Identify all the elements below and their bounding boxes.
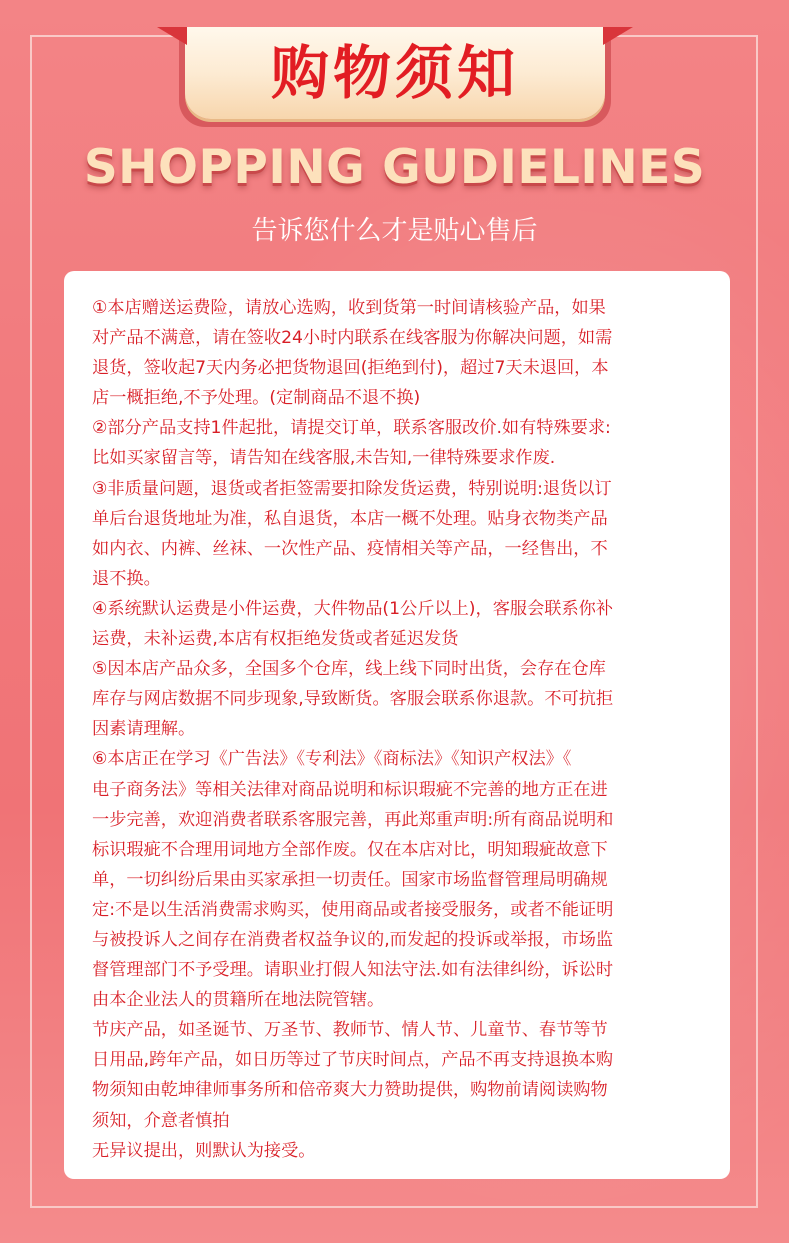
guideline-line: 退不换。 <box>92 568 161 589</box>
ribbon-left-fold <box>157 27 187 45</box>
guideline-line: 如内衣、内裤、丝袜、一次性产品、疫情相关等产品，一经售出，不 <box>92 538 608 559</box>
guideline-line: 标识瑕疵不合理用词地方全部作废。仅在本店对比，明知瑕疵故意下 <box>92 839 608 860</box>
guideline-line: 电子商务法》等相关法律对商品说明和标识瑕疵不完善的地方正在进 <box>92 779 608 800</box>
guideline-line: 须知，介意者慎拍 <box>92 1110 230 1131</box>
english-title: SHOPPING GUDIELINES <box>83 140 706 195</box>
guideline-line: 督管理部门不予受理。请职业打假人知法守法.如有法律纠纷，诉讼时 <box>92 960 614 981</box>
guideline-line: ①本店赠送运费险，请放心选购，收到货第一时间请核验产品，如果 <box>92 298 606 318</box>
guideline-line: 比如买家留言等，请告知在线客服,未告知,一律特殊要求作废. <box>92 448 556 469</box>
guideline-line: 库存与网店数据不同步现象,导致断货。客服会联系你退款。不可抗拒 <box>92 689 614 710</box>
ribbon-right-fold <box>603 27 633 45</box>
guideline-line: 与被投诉人之间存在消费者权益争议的,而发起的投诉或举报，市场监 <box>92 929 614 950</box>
title-banner <box>185 27 605 122</box>
guideline-line: 由本企业法人的贯籍所在地法院管辖。 <box>92 990 385 1011</box>
guideline-line: 物须知由乾坤律师事务所和倍帝爽大力赞助提供，购物前请阅读购物 <box>92 1080 608 1101</box>
guideline-line: 单，一切纠纷后果由买家承担一切责任。国家市场监督管理局明确规 <box>92 869 608 890</box>
guideline-line: ④系统默认运费是小件运费，大件物品(1公斤以上)，客服会联系你补 <box>92 598 614 619</box>
guideline-line: 退货，签收起7天内务必把货物退回(拒绝到付)，超过7天未退回，本 <box>92 358 609 379</box>
page-title: 购物须知 <box>270 39 519 107</box>
guideline-line: 一步完善，欢迎消费者联系客服完善，再此郑重声明:所有商品说明和 <box>92 809 614 830</box>
subtitle: 告诉您什么才是贴心售后 <box>251 216 538 246</box>
banner-plaque <box>185 27 605 119</box>
guideline-line: 无异议提出，则默认为接受。 <box>92 1140 316 1161</box>
guideline-line: 日用品,跨年产品，如日历等过了节庆时间点，产品不再支持退换本购 <box>92 1050 614 1071</box>
guideline-line: ③非质量问题，退货或者拒签需要扣除发货运费，特别说明:退货以订 <box>92 478 612 499</box>
guideline-line: ②部分产品支持1件起批，请提交订单，联系客服改价.如有特殊要求: <box>92 418 611 439</box>
guideline-line: ⑥本店正在学习《广告法》《专利法》《商标法》《知识产权法》《 <box>92 749 572 770</box>
guideline-line: 对产品不满意，请在签收24小时内联系在线客服为你解决问题，如需 <box>92 328 613 349</box>
guideline-line: 单后台退货地址为准，私自退货，本店一概不处理。贴身衣物类产品 <box>92 508 608 529</box>
guideline-line: ⑤因本店产品众多，全国多个仓库，线上线下同时出货，会存在仓库 <box>92 659 606 680</box>
guideline-line: 因素请理解。 <box>92 719 196 740</box>
guidelines-card <box>64 271 730 1179</box>
guideline-line: 定:不是以生活消费需求购买，使用商品或者接受服务，或者不能证明 <box>92 899 614 920</box>
guideline-line: 运费，未补运费,本店有权拒绝发货或者延迟发货 <box>92 629 459 650</box>
guideline-line: 节庆产品，如圣诞节、万圣节、教师节、情人节、儿童节、春节等节 <box>92 1020 608 1041</box>
guideline-line: 店一概拒绝,不予处理。(定制商品不退不换) <box>92 388 421 409</box>
